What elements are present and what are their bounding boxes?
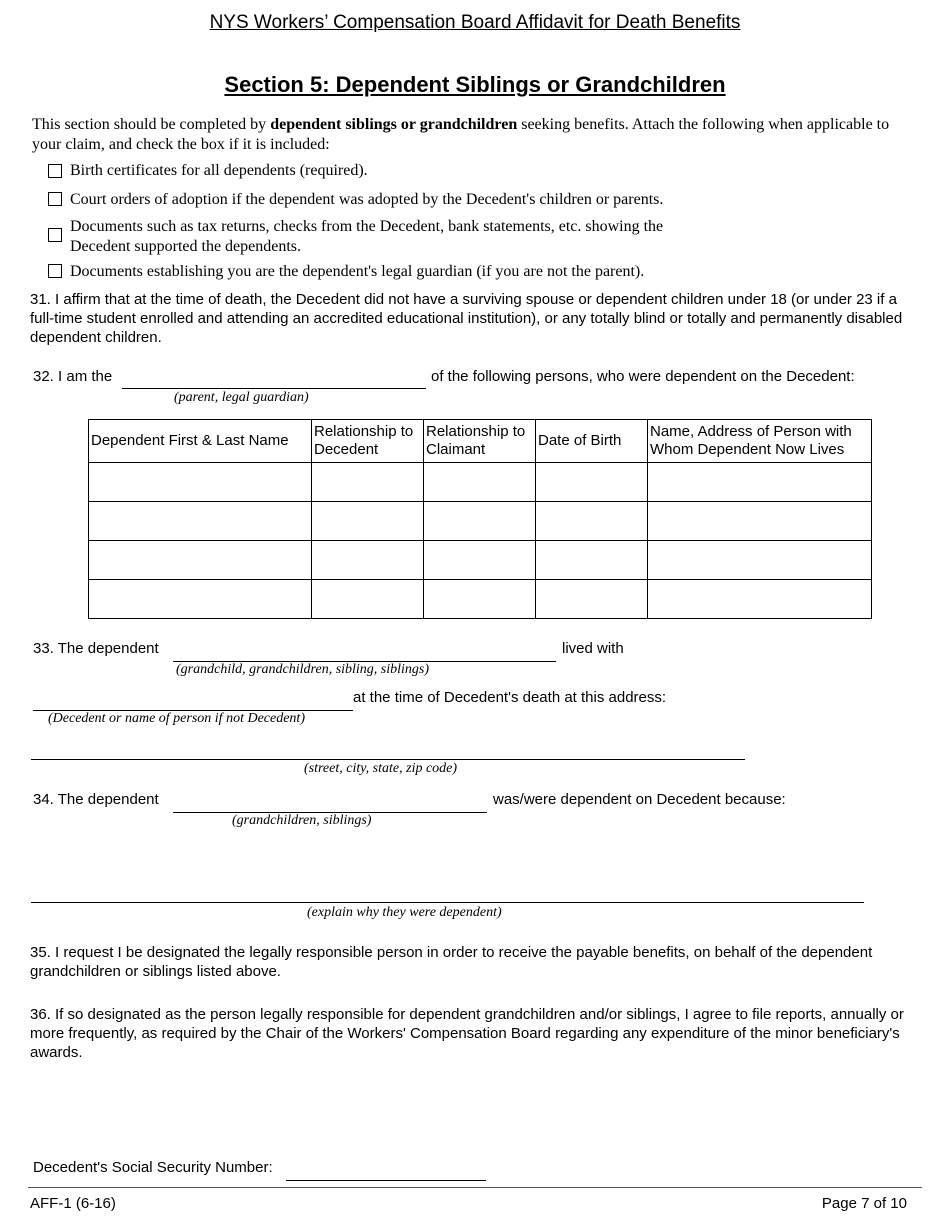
table-cell-relationship-claimant[interactable] (424, 580, 536, 619)
checklist-label-guardian-documents: Documents establishing you are the dependent's legal guardian (if you are not the parent). (70, 263, 645, 280)
table-cell-date-of-birth[interactable] (536, 580, 648, 619)
table-cell-date-of-birth[interactable] (536, 541, 648, 580)
q34-suffix: was/were dependent on Decedent because: (493, 791, 786, 808)
q33-person-input[interactable] (33, 690, 353, 711)
section-title: Section 5: Dependent Siblings or Grandchildren (224, 72, 726, 97)
table-cell-relationship-decedent[interactable] (312, 463, 424, 502)
q35-request: 35. I request I be designated the legally responsible person in order to receive the payable benefits, on behalf of the dependent grandchildren or siblings listed above. (30, 944, 873, 980)
form-id: AFF-1 (6-16) (30, 1195, 116, 1212)
q33-prefix: 33. The dependent (33, 640, 159, 657)
table-cell-relationship-decedent[interactable] (312, 580, 424, 619)
col-header-relationship-decedent: Relationship to Decedent (312, 420, 424, 463)
table-cell-relationship-decedent[interactable] (312, 541, 424, 580)
table-cell-current-guardian[interactable] (648, 541, 872, 580)
table-row (89, 502, 872, 541)
checkbox-court-orders[interactable] (48, 192, 62, 206)
checkbox-guardian-documents[interactable] (48, 264, 62, 278)
q33-hint-dependent: (grandchild, grandchildren, sibling, siblings) (176, 662, 430, 677)
table-cell-date-of-birth[interactable] (536, 463, 648, 502)
q34-dependent-input[interactable] (173, 792, 487, 813)
table-cell-dependent-name[interactable] (89, 580, 312, 619)
checkbox-support-documents[interactable] (48, 228, 62, 242)
checklist-label-support-documents: Documents such as tax returns, checks from the Decedent, bank statements, etc. showing the Decedent supported the dependents. (70, 218, 664, 255)
dependents-table (88, 419, 872, 619)
intro-text-before: This section should be completed by (32, 116, 271, 133)
table-row (89, 463, 872, 502)
q33-hint-address: (street, city, state, zip code) (304, 761, 458, 776)
table-cell-current-guardian[interactable] (648, 580, 872, 619)
table-row (89, 541, 872, 580)
col-header-current-guardian: Name, Address of Person with Whom Dependent Now Lives (648, 420, 872, 463)
q33-lived-with: lived with (562, 640, 624, 657)
table-cell-relationship-claimant[interactable] (424, 502, 536, 541)
q34-hint-explanation: (explain why they were dependent) (307, 905, 502, 920)
q31-affirmation: 31. I affirm that at the time of death, the Decedent did not have a surviving spouse or dependent children under 18 (or under 23 if a full-time student enrolled and attending an accredited educational institution), or any totally blind or totally and permanently disabled dependent children. (30, 291, 903, 346)
table-cell-relationship-decedent[interactable] (312, 502, 424, 541)
col-header-dependent-name: Dependent First & Last Name (89, 420, 312, 463)
q34-prefix: 34. The dependent (33, 791, 159, 808)
table-header-row (89, 420, 872, 463)
q32-suffix: of the following persons, who were dependent on the Decedent: (431, 368, 855, 385)
checkbox-birth-certificates[interactable] (48, 164, 62, 178)
q32-relationship-input[interactable] (122, 368, 426, 389)
table-cell-relationship-claimant[interactable] (424, 541, 536, 580)
q32-prefix: 32. I am the (33, 368, 113, 385)
intro-paragraph (32, 115, 912, 155)
footer-divider (28, 1187, 922, 1188)
q33-address-input[interactable] (31, 739, 745, 760)
checklist-label-birth-certificates: Birth certificates for all dependents (required). (70, 162, 368, 179)
col-header-date-of-birth: Date of Birth (536, 420, 648, 463)
ssn-input[interactable] (286, 1160, 486, 1181)
q33-at-time: at the time of Decedent's death at this address: (353, 689, 667, 706)
col-header-relationship-claimant: Relationship to Claimant (424, 420, 536, 463)
table-cell-date-of-birth[interactable] (536, 502, 648, 541)
checklist-label-court-orders: Court orders of adoption if the dependent was adopted by the Decedent's children or parents. (70, 191, 664, 208)
q33-hint-person: (Decedent or name of person if not Decedent) (48, 711, 305, 726)
intro-text-after: seeking benefits. Attach the following when applicable to your claim, and check the box if it is included: (32, 116, 890, 153)
table-cell-dependent-name[interactable] (89, 541, 312, 580)
q33-dependent-input[interactable] (173, 641, 556, 662)
table-row (89, 580, 872, 619)
q36-agreement: 36. If so designated as the person legally responsible for dependent grandchildren and/or siblings, I agree to file reports, annually or more frequently, as required by the Chair of the Workers' Compensation Board regarding any expenditure of the minor beneficiary's awards. (30, 1006, 904, 1061)
q34-hint-dependent: (grandchildren, siblings) (232, 813, 372, 828)
page-number: Page 7 of 10 (821, 1195, 907, 1212)
table-cell-current-guardian[interactable] (648, 502, 872, 541)
ssn-label: Decedent's Social Security Number: (33, 1159, 273, 1176)
table-cell-dependent-name[interactable] (89, 463, 312, 502)
table-cell-dependent-name[interactable] (89, 502, 312, 541)
q32-hint: (parent, legal guardian) (174, 390, 309, 405)
form-header-title: NYS Workers’ Compensation Board Affidavit for Death Benefits (209, 12, 741, 33)
table-cell-current-guardian[interactable] (648, 463, 872, 502)
table-cell-relationship-claimant[interactable] (424, 463, 536, 502)
intro-text-bold: dependent siblings or grandchildren (270, 116, 518, 133)
q34-explanation-input[interactable] (31, 882, 864, 903)
